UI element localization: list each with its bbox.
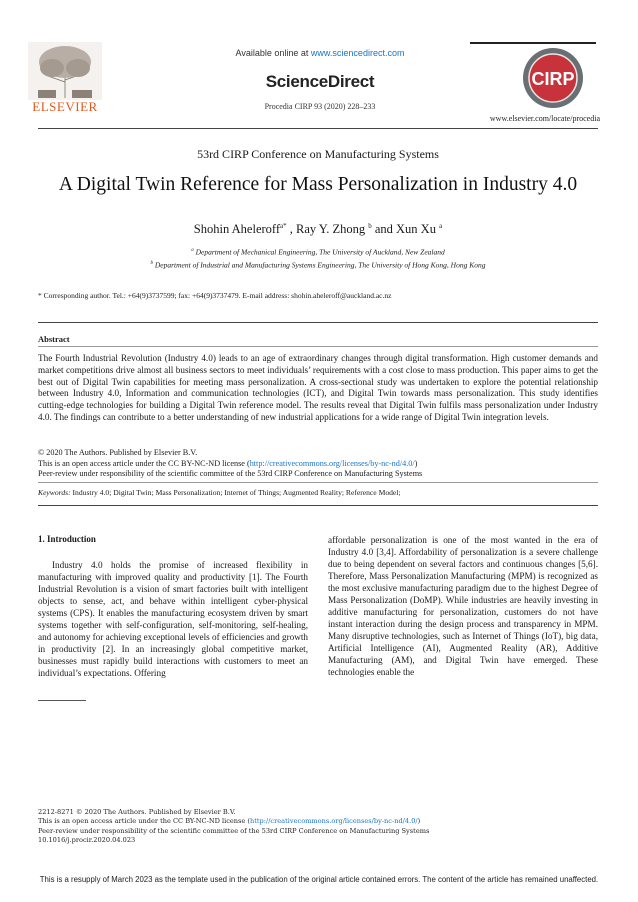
keywords-bottom-rule bbox=[38, 505, 598, 506]
sciencedirect-logo: ScienceDirect bbox=[265, 72, 375, 91]
footer-license-prefix: This is an open access article under the CC BY-NC-ND license ( bbox=[38, 817, 250, 826]
author-name: Ray Y. Zhong bbox=[295, 222, 366, 237]
footer-license-suffix: ) bbox=[417, 817, 421, 826]
author-name: Shohin Aheleroff bbox=[193, 222, 280, 237]
author-affil-mark: b bbox=[368, 222, 372, 230]
author-separator: and bbox=[371, 222, 397, 237]
affiliation-mark: a bbox=[191, 248, 194, 253]
affiliations bbox=[38, 245, 598, 270]
keywords-text: Industry 4.0; Digital Twin; Mass Personalization; Internet of Things; Augmented Reality; Reference Model; bbox=[70, 488, 401, 497]
elsevier-wordmark: ELSEVIER bbox=[32, 99, 98, 114]
conference-name: 53rd CIRP Conference on Manufacturing Systems bbox=[197, 147, 439, 161]
keywords bbox=[38, 488, 598, 497]
corresponding-author: * Corresponding author. Tel.: +64(9)3737599; fax: +64(9)3737479. E-mail address: shohin.aheleroff@auckland.ac.nz bbox=[38, 291, 392, 300]
available-online bbox=[180, 48, 460, 58]
license-link[interactable]: http://creativecommons.org/licenses/by-nc-nd/4.0/ bbox=[249, 458, 415, 468]
peer-review-line: Peer-review under responsibility of the scientific committee of the 53rd CIRP Conference on Manufacturing Systems bbox=[38, 469, 423, 478]
license-line bbox=[38, 459, 598, 470]
journal-reference: Procedia CIRP 93 (2020) 228–233 bbox=[264, 102, 376, 111]
journal-url: www.elsevier.com/locate/procedia bbox=[489, 114, 600, 123]
issn-line: 2212-8271 © 2020 The Authors. Published by Elsevier B.V. bbox=[38, 808, 236, 816]
affiliation-text: Department of Industrial and Manufacturing Systems Engineering, The University of Hong Kong, Hong Kong bbox=[154, 260, 486, 269]
license-suffix: ) bbox=[414, 458, 418, 468]
abstract-heading-rule bbox=[38, 346, 598, 347]
keywords-label: Keywords: bbox=[38, 488, 71, 497]
footer-peer-review-line: Peer-review under responsibility of the scientific committee of the 53rd CIRP Conference on Manufacturing Systems bbox=[38, 826, 430, 835]
keywords-rule bbox=[38, 482, 598, 483]
affiliation-mark: b bbox=[150, 260, 153, 266]
sciencedirect-link[interactable]: www.sciencedirect.com bbox=[310, 48, 405, 58]
intro-left-column: Industry 4.0 holds the promise of increased flexibility in manufacturing with improved quality and productivity [1]. The Fourth Industrial Revolution is a vision of smart factories built with intelligent objects to sense, act, and behave within intelligent cyber-physical systems (CPS). It enables the manufacturing ecosystem driven by smart systems together with self-configuration, self-monitoring, self-healing, and autonomy for achieving exceptional levels of efficiencies and growth in productivity [2]. In an increasingly global competitive market, businesses must rapidly build interactions with customers to meet an individual’s expectations. Offering bbox=[38, 560, 308, 678]
copyright-line: © 2020 The Authors. Published by Elsevier B.V. bbox=[38, 448, 198, 457]
abstract-heading: Abstract bbox=[38, 334, 70, 344]
author-list bbox=[38, 222, 598, 237]
available-prefix: Available online at bbox=[235, 48, 311, 58]
cirp-logo bbox=[510, 44, 596, 112]
footer-license-line bbox=[38, 817, 598, 826]
author-separator: , bbox=[286, 222, 296, 237]
resupply-note: This is a resupply of March 2023 as the template used in the publication of the original article contained errors. The content of the article has remained unaffected. bbox=[39, 875, 599, 884]
affiliation-line bbox=[38, 258, 598, 271]
article-footer bbox=[38, 808, 598, 845]
license-prefix: This is an open access article under the CC BY-NC-ND license ( bbox=[38, 458, 250, 468]
author-affil-mark: a bbox=[439, 222, 443, 230]
section-heading-introduction: 1. Introduction bbox=[38, 534, 96, 544]
abstract-top-rule bbox=[38, 322, 598, 323]
author-affil-mark: a* bbox=[280, 222, 287, 230]
copyright-block bbox=[38, 448, 598, 480]
elsevier-tree-logo bbox=[28, 42, 102, 106]
paper-title: A Digital Twin Reference for Mass Personalization in Industry 4.0 bbox=[58, 174, 578, 195]
footer-license-link[interactable]: http://creativecommons.org/licenses/by-nc-nd/4.0/ bbox=[250, 817, 418, 826]
author-name: Xun Xu bbox=[396, 222, 436, 237]
abstract-text: The Fourth Industrial Revolution (Industry 4.0) leads to an age of extraordinary changes through digital transformation. High customer demands and market competitions drive almost all business sectors to meet individuals’ requirements with a cost close to mass production. This paper aims to get the best out of Digital Twin capabilities for meeting mass personalization. A cross-sectional study was undertaken to explore the potential relationship between Industry 4.0, Information and communication technologies (ICT), and Digital Twin towards mass personalization. This study identifies cutting-edge technologies for building a Digital Twin reference model. The results reveal that Digital Twin fulfils mass personalization under Industry 4.0. The findings can contribute to a better understanding of new industrial applications for a wide range of Digital Twin integration levels. bbox=[38, 353, 598, 422]
affiliation-line bbox=[38, 245, 598, 258]
intro-right-column: affordable personalization is one of the most wanted in the era of Industry 4.0 [3,4]. Affordability of personalization is a severe challenge due to being dependent on several factors and continuous changes [5,6]. Therefore, Mass Personalization Manufacturing (MPM) is recognized as the most exclusive manufacturing paradigm due to the highest Degree of Mass Personalization (DoMP). While industries are heavily investing in additive manufacturing for personalization, customers do not have instant interaction during the design process and transparency in MPM. Many disruptive technologies, such as Internet of Things (IoT), big data, Artificial Intelligence (AI), Augmented Reality (AR), Additive Manufacturing (AM), and Digital Twin have emerged. These technologies enable the bbox=[328, 535, 598, 677]
doi-line: 10.1016/j.procir.2020.04.023 bbox=[38, 835, 136, 844]
header-divider bbox=[38, 128, 598, 129]
cirp-logo-text: CIRP bbox=[531, 69, 575, 89]
affiliation-text: Department of Mechanical Engineering, The University of Auckland, New Zealand bbox=[195, 247, 445, 257]
footnote-rule bbox=[38, 700, 86, 701]
